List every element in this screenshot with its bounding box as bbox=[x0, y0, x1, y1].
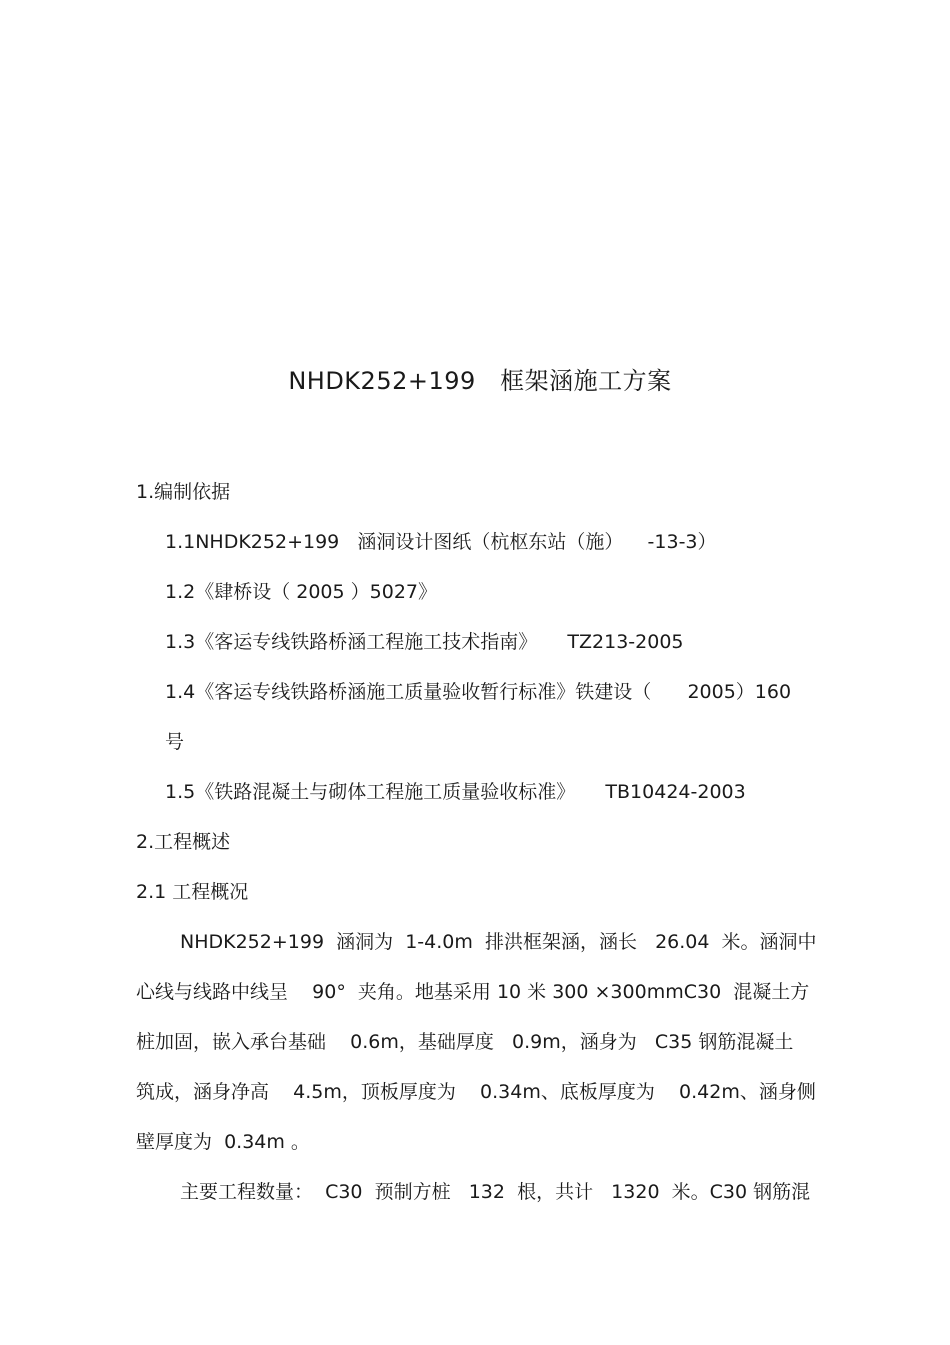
basis-item-4-continued: 号 bbox=[165, 731, 185, 753]
paragraph-line: NHDK252+199 涵洞为 1-4.0m 排洪框架涵，涵长 26.04 米。涵洞中 bbox=[180, 931, 817, 953]
section-heading-basis: 1.编制依据 bbox=[136, 481, 231, 503]
subsection-heading-project-overview: 2.1 工程概况 bbox=[136, 881, 249, 903]
basis-item-3: 1.3《客运专线铁路桥涵工程施工技术指南》 TZ213-2005 bbox=[165, 631, 684, 653]
basis-item-1: 1.1NHDK252+199 涵洞设计图纸（杭枢东站（施） -13-3） bbox=[165, 531, 717, 553]
basis-item-5: 1.5《铁路混凝土与砌体工程施工质量验收标准》 TB10424-2003 bbox=[165, 781, 746, 803]
paragraph-line: 心线与线路中线呈 90° 夹角。地基采用 10 米 300 ×300mmC30 混凝土方 bbox=[136, 981, 810, 1003]
paragraph-line: 筑成，涵身净高 4.5m，顶板厚度为 0.34m、底板厚度为 0.42m、涵身侧 bbox=[136, 1081, 816, 1103]
basis-item-2: 1.2《肆桥设（ 2005 ）5027》 bbox=[165, 581, 438, 603]
section-heading-overview: 2.工程概述 bbox=[136, 831, 231, 853]
document-title: NHDK252+199 框架涵施工方案 bbox=[288, 367, 672, 395]
paragraph-line: 桩加固，嵌入承台基础 0.6m，基础厚度 0.9m，涵身为 C35 钢筋混凝土 bbox=[136, 1031, 794, 1053]
paragraph-line: 主要工程数量： C30 预制方桩 132 根，共计 1320 米。C30 钢筋混 bbox=[180, 1181, 811, 1203]
paragraph-line: 壁厚度为 0.34m 。 bbox=[136, 1131, 310, 1153]
basis-item-4: 1.4《客运专线铁路桥涵施工质量验收暂行标准》铁建设（ 2005）160 bbox=[165, 681, 792, 703]
